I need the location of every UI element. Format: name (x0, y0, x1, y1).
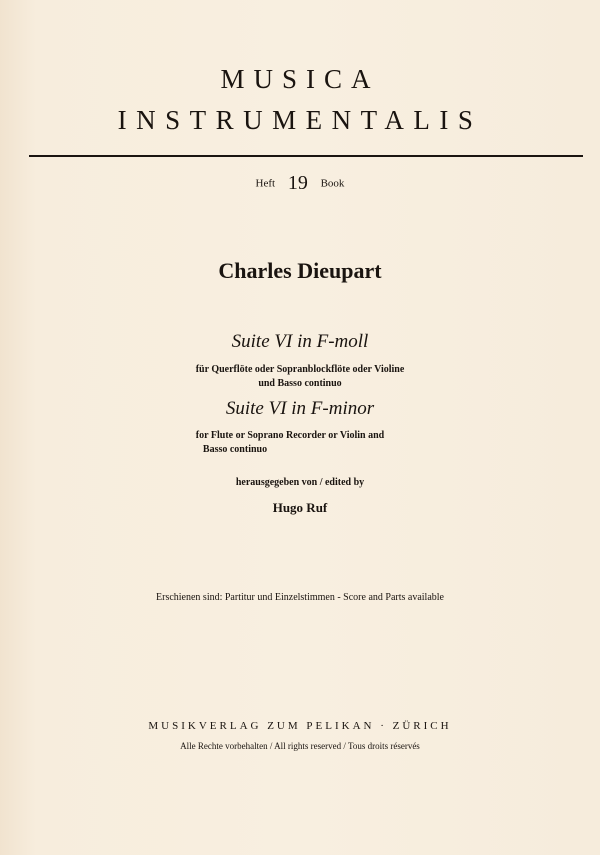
english-instruments-line1: for Flute or Soprano Recorder or Violin and (195, 430, 385, 441)
series-title-line2: INSTRUMENTALIS (117, 105, 483, 135)
series-title-line1: MUSICA (220, 64, 380, 94)
issue-number: 19 (287, 172, 308, 194)
heft-label: Heft (255, 177, 276, 190)
editor-name: Hugo Ruf (272, 500, 328, 515)
english-title: Suite VI in F-minor (225, 398, 375, 419)
rights-notice: Alle Rechte vorbehalten / All rights reserved / Tous droits réservés (180, 741, 420, 751)
german-instruments-line1: für Querflöte oder Sopranblockflöte oder Violine (195, 364, 405, 375)
availability-note: Erschienen sind: Partitur und Einzelstimmen - Score and Parts available (156, 592, 444, 603)
publisher-name: MUSIKVERLAG ZUM PELIKAN · ZÜRICH (148, 720, 452, 732)
divider-rule (29, 155, 583, 157)
edited-by-label: herausgegeben von / edited by (235, 477, 365, 488)
english-instruments-line2: Basso continuo (202, 444, 268, 455)
composer-name: Charles Dieupart (218, 258, 382, 283)
issue-number-line (0, 172, 600, 195)
german-title: Suite VI in F-moll (231, 331, 369, 352)
book-label: Book (320, 177, 345, 190)
german-instruments-line2: und Basso continuo (258, 378, 342, 389)
